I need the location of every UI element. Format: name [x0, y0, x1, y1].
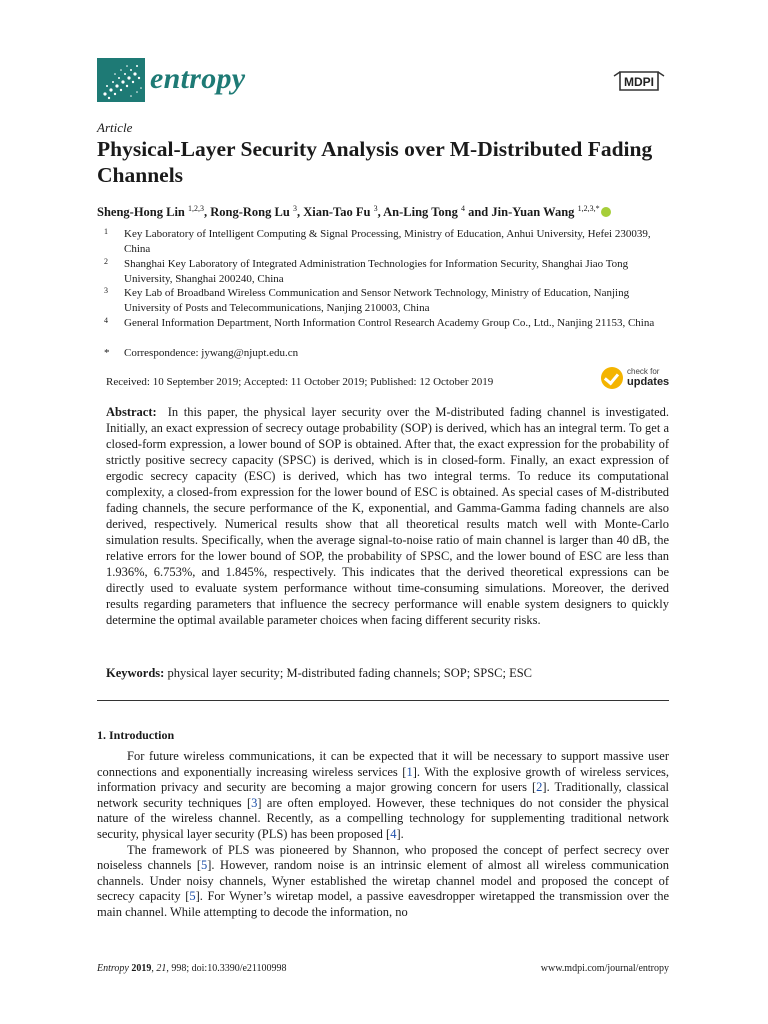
mdpi-logo-icon — [612, 66, 666, 96]
affiliation-number: 4 — [104, 316, 108, 325]
affiliation-text: Key Laboratory of Intelligent Computing & Signal Processing, Ministry of Education, Anhui University, Hefei 230039, China — [124, 228, 651, 256]
affiliation-text: Key Lab of Broadband Wireless Communication and Sensor Network Technology, Ministry of Education, Nanjing University of Posts and Telecommunications, Nanjing 210003, China — [124, 287, 630, 315]
citation-link[interactable]: 4 — [390, 826, 397, 841]
citation-link[interactable]: 5 — [201, 858, 208, 873]
author-name: Rong-Rong Lu — [210, 205, 290, 219]
author-affiliation-marker: 3 — [373, 203, 378, 213]
orcid-icon[interactable] — [601, 207, 611, 217]
citation-link[interactable]: 5 — [189, 889, 196, 904]
checkmark-icon — [601, 367, 623, 389]
abstract-text: In this paper, the physical layer security over the M-distributed fading channel is investigated. Initially, an exact expression of secrecy outage probability (SOP) is derived, which has an integral term. To get a closed-form expression, a lower bound of SOP is obtained. After that, the exact expression for the probability of strictly positive secrecy capacity (SPSC) is derived, which is in closed-form. Finally, an exact expression of ergodic secrecy capacity (ESC) is derived, which has two integral terms. To reduce its computational complexity, a closed-from expression for the lower bound of ESC is obtained. As special cases of M-distributed fading channels, the secure performance of the K, exponential, and Gamma-Gamma fading channels are also derived, respectively. Numerical results show that all theoretical results match well with Monte-Carlo simulation results. Specifically, when the average signal-to-noise ratio of main channel is larger than 40 dB, the relative errors for the lower bound of SOP, the probability of SPSC, and the lower bound of ESC are less than 1.936%, 6.753%, and 1.845%, respectively. This indicates that the derived theoretical expressions can be directly used to evaluate system performance without time-consuming simulations. Moreover, the derived results regarding parameters that influence the secrecy performance will enable system designers to quickly determine the optimal available parameter choices when facing different security risks. — [106, 405, 669, 627]
author-list: Sheng-Hong Lin $^{1,2,3}$, Rong-Rong Lu $^3$, Xian-Tao Fu $^3$, An-Ling Tong $^4$ and Jin-Yuan Wang $^{1,2,3,*}$ — [97, 203, 672, 221]
affiliation-number: * — [104, 347, 110, 359]
check-updates-line1: check for — [627, 367, 660, 376]
author-affiliation-marker: 4 — [460, 203, 465, 213]
journal-logo — [97, 58, 145, 102]
citation-link[interactable]: 2 — [536, 780, 543, 795]
author-affiliation-marker: 3 — [292, 203, 297, 213]
publication-dates: Received: 10 September 2019; Accepted: 11 October 2019; Published: 12 October 2019 — [106, 376, 494, 388]
paper-title: Physical-Layer Security Analysis over M-Distributed Fading Channels — [97, 137, 653, 187]
affiliation-text: General Information Department, North Information Control Research Academy Group Co., Ltd., Nanjing 21153, China — [124, 317, 655, 329]
keywords-label: Keywords: — [106, 666, 165, 680]
correspondence-text: Correspondence: jywang@njupt.edu.cn — [124, 347, 299, 359]
publisher-name: MDPI — [624, 75, 654, 89]
introduction-body — [97, 749, 669, 921]
section-divider — [97, 700, 669, 701]
journal-name: entropy — [150, 62, 246, 95]
check-updates-line2: updates — [627, 376, 670, 388]
affiliation — [104, 286, 664, 316]
affiliation-text: Shanghai Key Laboratory of Integrated Administration Technologies for Information Security, Shanghai Jiao Tong University, Shanghai 200240, China — [124, 258, 629, 286]
footer-volume: 21 — [156, 963, 167, 974]
affiliation — [104, 257, 664, 287]
affiliation — [104, 316, 664, 346]
footer-citation: Entropy 2019, 21, 998; doi:10.3390/e21100998 — [97, 963, 287, 974]
affiliation-number: 1 — [104, 227, 108, 236]
footer-doi: , 998; doi:10.3390/e21100998 — [166, 963, 287, 974]
publisher-logo — [612, 66, 666, 96]
abstract-label: Abstract: — [106, 405, 157, 419]
footer-journal: Entropy — [97, 963, 129, 974]
author-affiliation-marker: 1,2,3 — [188, 203, 205, 213]
check-for-updates-badge[interactable] — [601, 366, 673, 392]
paragraph: The framework of PLS was pioneered by Shannon, who proposed the concept of perfect secrecy over noiseless channels [5]. However, random noise is an intrinsic element of almost all wireless communication channels. Under noisy channels, Wyner established the wiretap channel model and proposed the concept of secrecy capacity [5]. For Wyner’s wiretap model, a passive eavesdropper wiretapped the transmission over the main channel. While attempting to decode the information, no — [97, 842, 670, 919]
author-name: Jin-Yuan Wang — [491, 205, 575, 219]
author-affiliation-marker: 1,2,3,* — [577, 203, 600, 213]
affiliation-number: 2 — [104, 257, 108, 266]
keywords-text: physical layer security; M-distributed fading channels; SOP; SPSC; ESC — [167, 666, 533, 680]
footer-year: 2019 — [131, 963, 152, 974]
author-name: Sheng-Hong Lin — [97, 205, 185, 219]
section-heading: 1. Introduction — [97, 728, 175, 742]
correspondence — [104, 346, 664, 362]
author-name: Xian-Tao Fu — [303, 205, 371, 219]
article-type: Article — [97, 120, 133, 135]
keywords — [106, 666, 669, 681]
affiliation — [104, 227, 664, 257]
journal-url[interactable]: www.mdpi.com/journal/entropy — [540, 963, 669, 974]
affiliation-number: 3 — [104, 286, 108, 295]
abstract — [106, 404, 669, 628]
author-name: An-Ling Tong — [383, 205, 458, 219]
citation-link[interactable]: 1 — [406, 764, 413, 779]
citation-link[interactable]: 3 — [251, 795, 258, 810]
paragraph: For future wireless communications, it can be expected that it will be necessary to support massive user connections and exponentially increasing wireless services [1]. With the explosive growth of wireless services, information privacy and security are becoming a major growing concern for users [2]. Traditionally, classical network security techniques [3] are often employed. However, these techniques do not consider the physical nature of the wireless channel. Recently, as a compelling technology for supplementing traditional network security, physical layer security (PLS) has been proposed [4]. — [97, 749, 669, 841]
